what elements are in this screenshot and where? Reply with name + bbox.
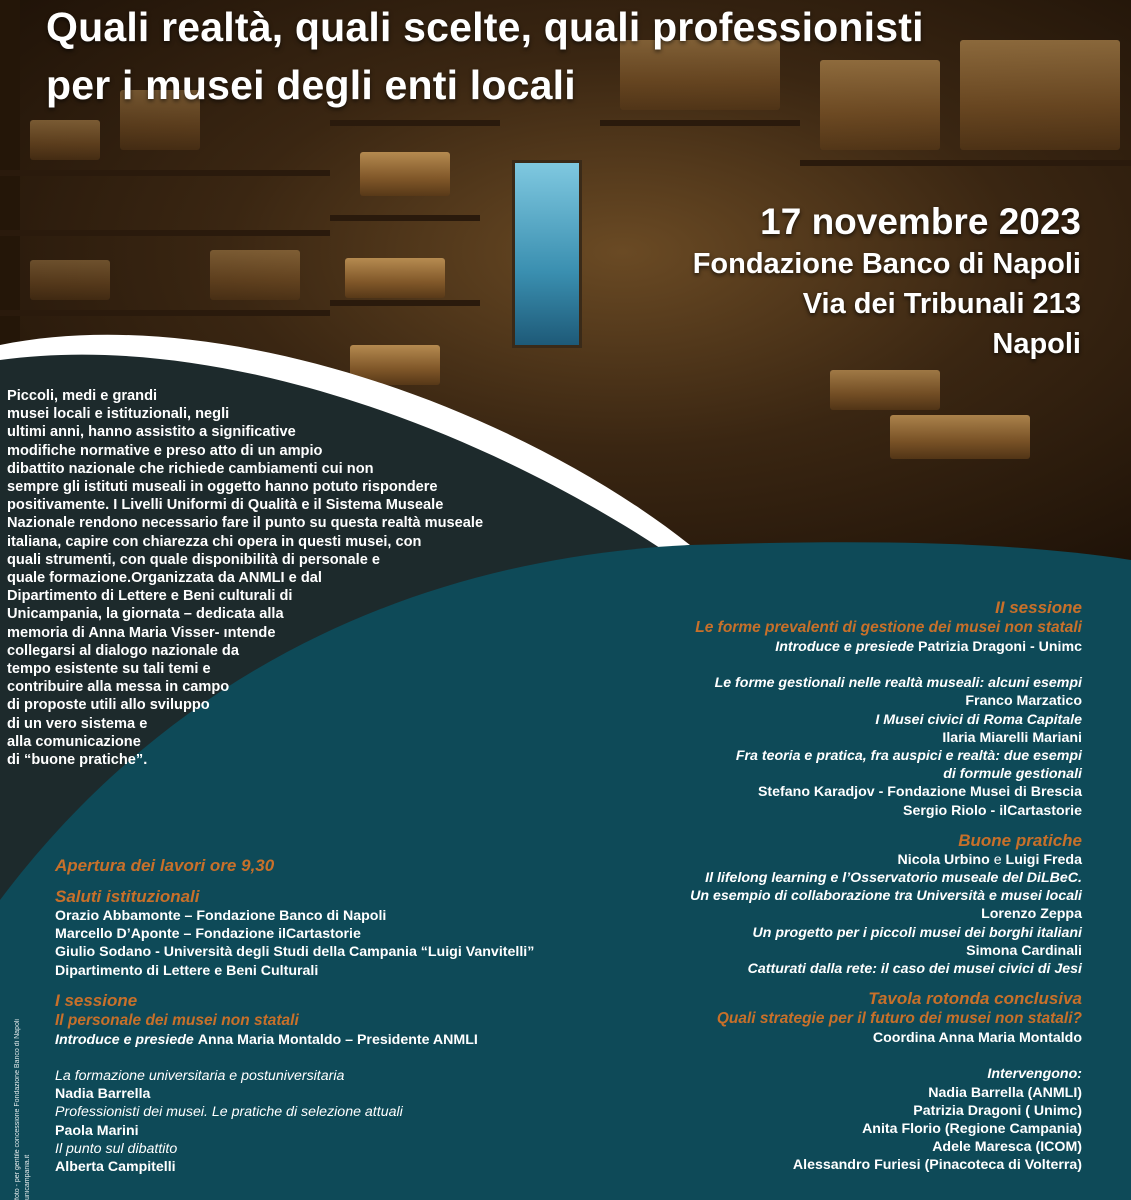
- intro-line: di proposte utili allo sviluppo: [7, 697, 210, 714]
- good-speaker2: Lorenzo Zeppa: [981, 906, 1082, 923]
- intro-line: tempo esistente su tali temi e: [7, 661, 211, 678]
- greetings-title: Saluti istituzionali: [55, 887, 200, 906]
- good-talk2: Un progetto per i piccoli musei dei borghi italiani: [752, 924, 1082, 941]
- session2-title: II sessione: [995, 598, 1082, 617]
- intro-line: positivamente. I Livelli Uniformi di Qualità e il Sistema Museale: [7, 497, 444, 514]
- intro-line: modifiche normative e preso atto di un ampio: [7, 442, 323, 459]
- block1-title: Le forme gestionali nelle realtà museali: alcuni esempi: [714, 675, 1082, 692]
- intro-line: memoria di Anna Maria Visser- ıntende: [7, 624, 276, 641]
- poster-title: [46, 0, 924, 114]
- good-talk1-a: Il lifelong learning e l’Osservatorio museale del DiLBeC.: [705, 870, 1082, 887]
- intro-line: Piccoli, medi e grandi: [7, 388, 158, 404]
- good-talk3: Catturati dalla rete: il caso dei musei civici di Jesi: [747, 961, 1082, 978]
- good-speakers: Nicola Urbino e Luigi Freda: [897, 851, 1082, 868]
- intro-line: sempre gli istituti museali in oggetto hanno potuto rispondere: [7, 479, 438, 496]
- block2-speaker: Ilaria Miarelli Mariani: [942, 729, 1082, 746]
- block3-title-b: di formule gestionali: [943, 766, 1082, 783]
- intro-line: quale formazione.Organizzata da ANMLI e dal: [7, 570, 322, 587]
- panelist: Alessandro Furiesi (Pinacoteca di Volterra): [792, 1157, 1082, 1174]
- intro-line: Dipartimento di Lettere e Beni culturali di: [7, 588, 293, 605]
- block1-speaker: Franco Marzatico: [965, 693, 1082, 710]
- greeting-row: Marcello D’Aponte – Fondazione ilCartastorie: [55, 926, 361, 943]
- site-credit: unicampania.it: [24, 1154, 31, 1200]
- round-table-title: Tavola rotonda conclusiva: [868, 989, 1082, 1009]
- greeting-row: Giulio Sodano - Università degli Studi della Campania “Luigi Vanvitelli”: [55, 944, 535, 961]
- intro-line: di un vero sistema e: [7, 715, 148, 732]
- event-address: Via dei Tribunali 213: [802, 288, 1081, 320]
- program-right: [522, 597, 1082, 1175]
- intro-line: quali strumenti, con quale disponibilità di personale e: [7, 551, 381, 568]
- event-city: Napoli: [992, 328, 1081, 360]
- title-line-1: Quali realtà, quali scelte, quali professionisti: [46, 4, 924, 50]
- intro-paragraph: [7, 387, 587, 769]
- block2-title: I Musei civici di Roma Capitale: [875, 711, 1082, 728]
- session1-title: I sessione: [55, 990, 138, 1010]
- event-info: [693, 200, 1081, 364]
- talk-speaker: Alberta Campitelli: [55, 1159, 176, 1176]
- good-talk1-b: Un esempio di collaborazione tra Università e musei locali: [690, 888, 1082, 905]
- round-table-question: Quali strategie per il futuro dei musei non statali?: [716, 1010, 1082, 1028]
- panelist: Patrizia Dragoni ( Unimc): [913, 1102, 1082, 1119]
- good-practices-title: Buone pratiche: [958, 830, 1082, 850]
- round-table-coordinator: Coordina Anna Maria Montaldo: [872, 1030, 1082, 1047]
- talk-speaker: Paola Marini: [55, 1122, 139, 1139]
- intro-line: dibattito nazionale che richiede cambiamenti cui non: [7, 460, 374, 477]
- block3-title-a: Fra teoria e pratica, fra auspici e realtà: due esempi: [735, 748, 1082, 765]
- session1-subtitle: Il personale dei musei non statali: [55, 1011, 299, 1029]
- intro-line: Nazionale rendono necessario fare il punto su questa realtà museale: [7, 515, 484, 532]
- intro-line: musei locali e istituzionali, negli: [7, 406, 230, 423]
- photo-credit: foto - per gentile concessione Fondazione Banco di Napoli: [14, 1019, 21, 1200]
- panel-list: [522, 1084, 1082, 1175]
- session1-intro: Introduce e presiede Anna Maria Montaldo – Presidente ANMLI: [55, 1031, 478, 1048]
- panelist: Nadia Barrella (ANMLI): [928, 1084, 1082, 1101]
- session2-intro: Introduce e presiede Patrizia Dragoni - Unimc: [775, 639, 1082, 655]
- talk-speaker: Nadia Barrella: [55, 1086, 151, 1103]
- panelist: Adele Maresca (ICOM): [932, 1139, 1082, 1156]
- intro-line: contribuire alla messa in campo: [7, 679, 230, 696]
- intro-line: ultimi anni, hanno assistito a significative: [7, 424, 296, 441]
- intro-line: italiana, capire con chiarezza chi opera in questi musei, con: [7, 533, 422, 550]
- round-table-intervene: Intervengono:: [987, 1066, 1082, 1083]
- talk-title: La formazione universitaria e postuniversitaria: [55, 1068, 345, 1085]
- session2-subtitle: Le forme prevalenti di gestione dei musei non statali: [695, 619, 1082, 636]
- intro-line: collegarsi al dialogo nazionale da: [7, 642, 239, 659]
- greetings-extra: Dipartimento di Lettere e Beni Culturali: [55, 962, 319, 979]
- intro-line: Unicampania, la giornata – dedicata alla: [7, 606, 284, 623]
- block3-speaker2: Sergio Riolo - ilCartastorie: [903, 802, 1082, 819]
- good-speaker3: Simona Cardinali: [966, 942, 1082, 959]
- panelist: Anita Florio (Regione Campania): [862, 1121, 1082, 1138]
- intro-line: alla comunicazione: [7, 733, 141, 750]
- block3-speaker1: Stefano Karadjov - Fondazione Musei di Brescia: [757, 784, 1082, 801]
- talk-title: Il punto sul dibattito: [55, 1140, 178, 1157]
- title-line-2: per i musei degli enti locali: [46, 62, 576, 108]
- event-date: 17 novembre 2023: [760, 201, 1081, 242]
- event-venue: Fondazione Banco di Napoli: [692, 248, 1081, 280]
- session1-chair: Anna Maria Montaldo: [197, 1031, 342, 1048]
- opening-time: Apertura dei lavori ore 9,30: [55, 856, 275, 875]
- talk-title: Professionisti dei musei. Le pratiche di selezione attuali: [55, 1104, 403, 1121]
- intro-line: di “buone pratiche”.: [7, 752, 148, 769]
- greeting-row: Orazio Abbamonte – Fondazione Banco di Napoli: [55, 908, 387, 924]
